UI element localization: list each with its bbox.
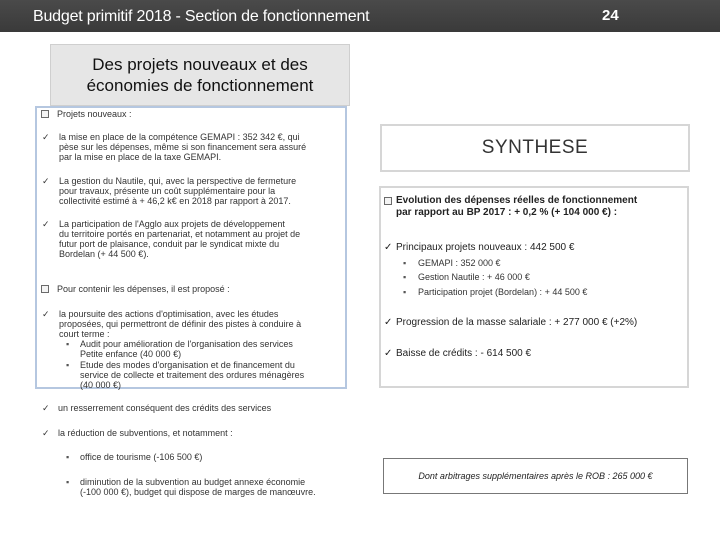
subtitle-line-1: Des projets nouveaux et des (92, 55, 308, 74)
checkmark-icon: ✓ (42, 219, 50, 229)
item-nautile: La gestion du Nautile, qui, avec la perspective de fermeture pour travaux, présente un coût supplémentaire pour la collectivité estimé à + 46,2 k€ en 2018 par rapport à 2017. (59, 176, 297, 206)
checkbox-bullet-icon (41, 110, 49, 118)
item-agglo: La participation de l'Agglo aux projets de développement du territoire portés en partenariat, et notamment au projet de futur port de plaisance, conduit par le syndicat mixte du Bordelan (+ 44 500 €). (59, 219, 301, 259)
dash-bullet-icon: ▪ (66, 452, 70, 462)
checkbox-bullet-icon (384, 197, 392, 205)
page-number: 24 (602, 7, 619, 24)
projet-item: Gestion Nautile : + 46 000 € (418, 272, 530, 282)
sub-item-tourisme: office de tourisme (-106 500 €) (80, 452, 203, 462)
synthese-title: SYNTHESE (481, 137, 589, 158)
checkbox-bullet-icon (41, 285, 49, 293)
checkmark-icon: ✓ (42, 176, 50, 186)
sub-item-audit: Audit pour amélioration de l'organisation des services Petite enfance (40 000 €) (80, 339, 293, 359)
arbitrages-box (383, 458, 688, 494)
checkmark-icon: ✓ (42, 132, 50, 142)
dash-bullet-icon: ▪ (403, 272, 407, 282)
item-subventions: la réduction de subventions, et notamment : (58, 428, 233, 438)
checkmark-icon: ✓ (384, 242, 393, 253)
subtitle-line-2: économies de fonctionnement (86, 76, 314, 95)
dash-bullet-icon: ▪ (66, 360, 70, 370)
item-resserrement: un resserrement conséquent des crédits des services (58, 403, 272, 413)
sub-item-etude: Etude des modes d'organisation et de financement du service de collecte et traitement des ordures ménagères (40 000 €) (80, 360, 305, 390)
section-title-projets: Projets nouveaux : (57, 109, 132, 119)
checkmark-icon: ✓ (384, 317, 393, 328)
projet-item: Participation projet (Bordelan) : + 44 500 € (418, 287, 588, 297)
checkmark-icon: ✓ (42, 428, 50, 438)
checkmark-icon: ✓ (42, 309, 50, 319)
slide-title: Budget primitif 2018 - Section de fonctionnement (33, 8, 370, 25)
item-gemapi: la mise en place de la compétence GEMAPI : 352 342 €, qui pèse sur les dépenses, même si son financement sera assuré par la mise en place de la taxe GEMAPI. (59, 132, 307, 162)
checkmark-icon: ✓ (384, 348, 393, 359)
dash-bullet-icon: ▪ (403, 258, 407, 268)
arbitrages-text: Dont arbitrages supplémentaires après le ROB : 265 000 € (418, 471, 653, 481)
dash-bullet-icon: ▪ (66, 339, 70, 349)
header-bar (0, 0, 720, 32)
evolution-text: Evolution des dépenses réelles de fonctionnement par rapport au BP 2017 : + 0,2 % (+ 104 000 €) : (396, 195, 638, 218)
dash-bullet-icon: ▪ (66, 477, 70, 487)
item-optimisation: la poursuite des actions d'optimisation, avec les études proposées, qui permettront de définir des pistes à conduire à court terme : (59, 309, 302, 339)
projets-nouveaux-title: Principaux projets nouveaux : 442 500 € (396, 242, 575, 253)
checkmark-icon: ✓ (42, 403, 50, 413)
section-title-depenses: Pour contenir les dépenses, il est proposé : (57, 284, 230, 294)
subtitle-box (50, 44, 350, 106)
dash-bullet-icon: ▪ (403, 287, 407, 297)
synthese-box (380, 124, 690, 172)
baisse-text: Baisse de crédits : - 614 500 € (396, 348, 532, 359)
projet-item: GEMAPI : 352 000 € (418, 258, 501, 268)
sub-item-economie: diminution de la subvention au budget annexe économie (-100 000 €), budget qui dispose de marges de manœuvre. (80, 477, 316, 497)
progression-text: Progression de la masse salariale : + 277 000 € (+2%) (396, 317, 638, 328)
